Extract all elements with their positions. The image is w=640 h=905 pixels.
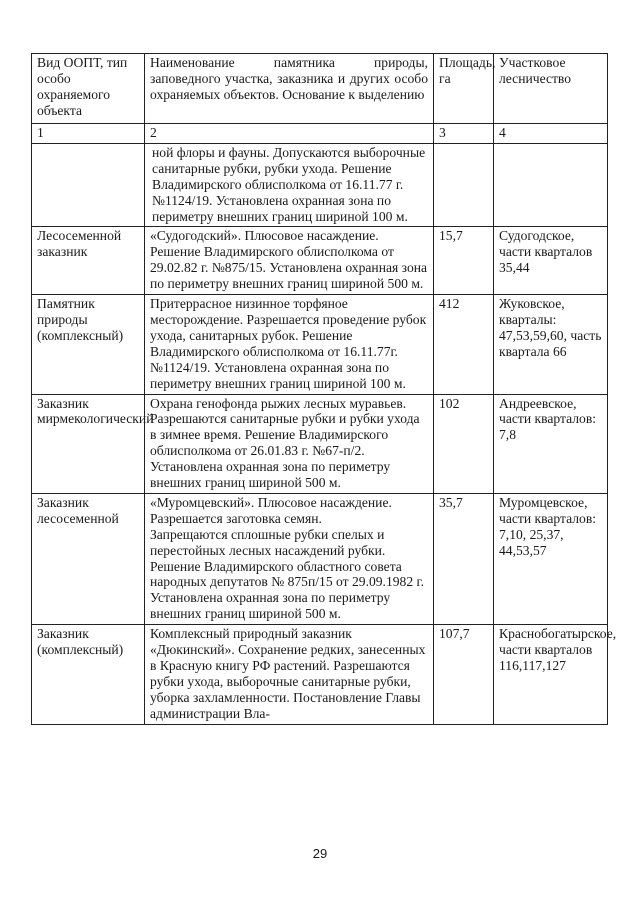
cell-name-paragraph: ной флоры и фауны. Допускаются выборочные санитарные рубки, рубки ухода. Решение Владимирского облисполкома от 16.11.77 г. №1124/19. Установлена охранная зона по периметру внешних границ шириной 100 м. <box>152 144 426 224</box>
cell-type: Заказник лесосеменной <box>32 493 145 624</box>
cell-forestry: Судогодское, части кварталов 35,44 <box>494 227 608 295</box>
cell-name-paragraph: Установлена охранная зона по периметру внешних границ шириной 500 м. <box>150 459 391 491</box>
cell-name-paragraph: «Судогодский». Плюсовое насаждение. Решение Владимирского облисполкома от 29.02.82 г. №875/15. Установлена охранная зона по периметру внешних границ шириной 500 м. <box>150 228 428 292</box>
cell-area: 35,7 <box>434 493 494 624</box>
cell-area: 412 <box>434 295 494 394</box>
cell-type: Памятник природы (комплексный) <box>32 295 145 394</box>
cell-name-paragraph: Охрана генофонда рыжих лесных муравьев. Разрешаются санитарные рубки и рубки ухода в зимнее время. Решение Владимирского облисполкома от 26.01.83 г. №67-п/2. <box>150 395 420 459</box>
cell-area: 15,7 <box>434 227 494 295</box>
header-type: Вид ООПТ, тип особо охраняемого объекта <box>32 54 145 124</box>
column-number: 2 <box>145 124 434 144</box>
cell-name-paragraph: Притеррасное низинное торфяное месторождение. Разрешается проведение рубок ухода, санитарных рубок. Решение Владимирского облисполкома от 16.11.77г. №1124/19. Установлена охранная зона по периметру внешних границ шириной 100 м. <box>150 296 427 391</box>
page-number: 29 <box>312 846 328 861</box>
cell-name-paragraph: «Муромцевский». Плюсовое насаждение. Разрешается заготовка семян. <box>150 494 392 526</box>
cell-name <box>145 625 434 724</box>
header-name: Наименование памятника природы, заповедного участка, заказника и других особо охраняемых объектов. Основание к выделению <box>145 54 434 124</box>
cell-forestry: Краснобогатырское, части кварталов 116,117,127 <box>494 625 608 724</box>
cell-forestry <box>494 143 608 227</box>
cell-forestry: Муромцевское, части кварталов: 7,10, 25,37, 44,53,57 <box>494 493 608 624</box>
table-row <box>32 625 608 724</box>
column-number-row <box>32 124 608 144</box>
protected-areas-table <box>31 53 617 725</box>
cell-type: Лесосеменной заказник <box>32 227 145 295</box>
column-number: 4 <box>494 124 608 144</box>
header-forestry: Участковое лесничество <box>494 54 608 124</box>
table-row <box>32 295 608 394</box>
column-number: 1 <box>32 124 145 144</box>
cell-name <box>145 143 434 227</box>
header-area: Площадь, га <box>434 54 494 124</box>
header-row <box>32 54 608 124</box>
cell-name-paragraph: Комплексный природный заказник «Дюкинский». Сохранение редких, занесенных в Красную книгу РФ растений. Разрешаются рубки ухода, выборочные санитарные рубки, уборка захламленности. Постановление Главы администрации Вла- <box>150 626 426 721</box>
table-row <box>32 493 608 624</box>
table-row <box>32 394 608 493</box>
cell-type <box>32 143 145 227</box>
cell-name <box>145 394 434 493</box>
cell-name-paragraph: Запрещаются сплошные рубки спелых и перестойных лесных насаждений рубки. Решение Владимирского областного совета народных депутатов № 875п/15 от 29.09.1982 г. Установлена охранная зона по периметру внешних границ шириной 500 м. <box>150 526 424 622</box>
table-row <box>32 143 608 227</box>
cell-type: Заказник мирмекологический <box>32 394 145 493</box>
cell-name <box>145 295 434 394</box>
cell-name <box>145 227 434 295</box>
cell-name <box>145 493 434 624</box>
cell-forestry: Жуковское, кварталы: 47,53,59,60, часть квартала 66 <box>494 295 608 394</box>
cell-area <box>434 143 494 227</box>
cell-area: 107,7 <box>434 625 494 724</box>
cell-type: Заказник (комплексный) <box>32 625 145 724</box>
cell-forestry: Андреевское, части кварталов: 7,8 <box>494 394 608 493</box>
table-row <box>32 227 608 295</box>
column-number: 3 <box>434 124 494 144</box>
cell-area: 102 <box>434 394 494 493</box>
